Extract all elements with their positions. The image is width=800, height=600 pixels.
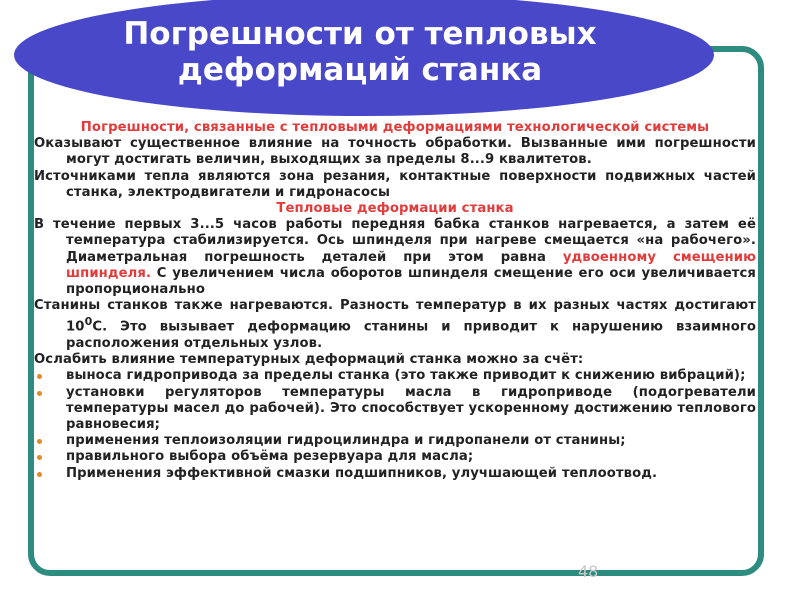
slide-content xyxy=(34,120,756,482)
bullet-icon xyxy=(37,374,42,379)
paragraph-4-text-a: Станины станков также нагреваются. Разность температур в их разных частях достигают 10 xyxy=(34,298,756,335)
list-item xyxy=(34,466,756,482)
section-heading-1: Погрешности, связанные с тепловыми деформациями технологической системы xyxy=(80,120,710,135)
paragraph-3-text-a: В течение первых 3...5 часов работы передняя бабка станков нагревается, а затем её температура стабилизируется. Ось шпинделя при нагреве смещается «на рабочего». Диаметральная погрешность деталей при этом равна xyxy=(34,217,756,265)
list-item-text: Применения эффективной смазки подшипников, улучшающей теплоотвод. xyxy=(66,465,658,481)
bullet-icon xyxy=(37,439,42,444)
list-item xyxy=(34,368,756,384)
list-item xyxy=(34,385,756,434)
paragraph-3-text-b: С увеличением числа оборотов шпинделя смещение его оси увеличивается пропорционально xyxy=(66,265,756,298)
list-item-text: применения теплоизоляции гидроцилиндра и гидропанели от станины; xyxy=(66,433,626,449)
title-line-1: Погрешности от тепловых xyxy=(123,16,597,52)
list-item-text: установки регуляторов температуры масла в гидроприводе (подогреватели температуры масел до рабочей). Это способствует ускоренному достижению теплового равновесия; xyxy=(66,384,756,433)
paragraph-4-superscript: 0 xyxy=(84,315,93,329)
slide-title xyxy=(60,16,660,88)
paragraph-4-text-b: С. Это вызывает деформацию станины и приводит к нарушению взаимного расположения отдельных узлов. xyxy=(66,319,756,352)
paragraph-4 xyxy=(34,298,756,352)
paragraph-2: Источниками тепла являются зона резания, контактные поверхности подвижных частей станка, электродвигатели и гидронасосы xyxy=(34,168,756,200)
paragraph-1: Оказывают существенное влияние на точность обработки. Вызванные ими погрешности могут достигать величин, выходящих за пределы 8...9 квалитетов. xyxy=(34,136,756,168)
list-item xyxy=(34,433,756,449)
bullet-icon xyxy=(37,472,42,477)
list-item-text: правильного выбора объёма резервуара для масла; xyxy=(66,449,474,465)
list-item xyxy=(34,449,756,465)
section-heading-2: Тепловые деформации станка xyxy=(276,201,514,217)
title-line-2: деформаций станка xyxy=(177,52,543,88)
paragraph-5: Ослабить влияние температурных деформаций станка можно за счёт: xyxy=(34,352,584,368)
paragraph-3 xyxy=(34,217,756,298)
list-item-text: выноса гидропривода за пределы станка (это также приводит к снижению вибраций); xyxy=(66,368,746,384)
page-number: 48 xyxy=(578,562,599,581)
bullet-icon xyxy=(37,391,42,396)
paragraph-3-highlight: удвоенному смещению шпинделя. xyxy=(66,249,756,281)
bullet-icon xyxy=(37,455,42,460)
